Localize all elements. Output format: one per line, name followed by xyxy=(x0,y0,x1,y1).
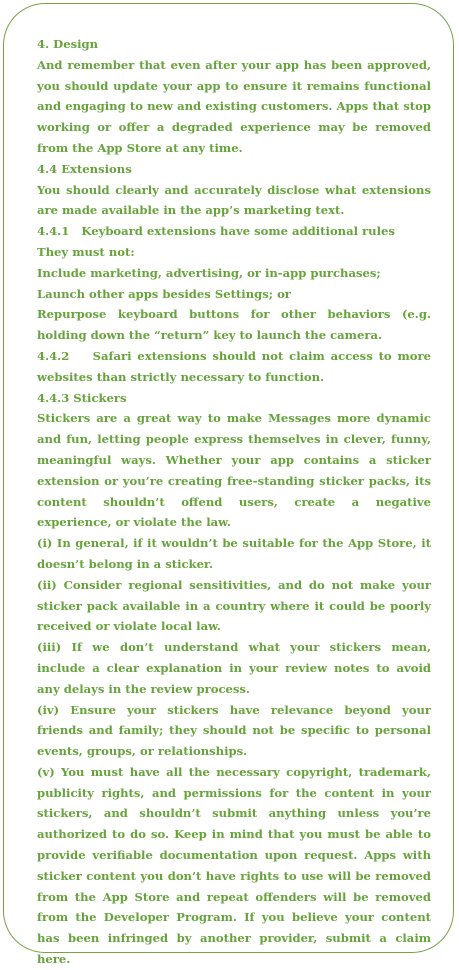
sticker-rule-iv: (iv) Ensure your stickers have relevance beyond your friends and family; they should not be specific to personal events, groups, or relationships. xyxy=(37,702,431,759)
subheading-keyboard-extensions: 4.4.1 Keyboard extensions have some additional rules xyxy=(37,224,395,239)
document-body xyxy=(37,34,436,970)
paragraph-safari-extensions: 4.4.2 Safari extensions should not claim access to more websites than strictly necessary to function. xyxy=(37,348,436,384)
keyboard-rules-intro: They must not: xyxy=(37,244,135,259)
paragraph-design: And remember that even after your app has been approved, you should update your app to ensure it remains functional and engaging to new and existing customers. Apps that stop working or offer a degraded experience may be removed from the App Store at any time. xyxy=(37,57,431,155)
paragraph-stickers: Stickers are a great way to make Messages more dynamic and fun, letting people express themselves in clever, funny, meaningful ways. Whether your app contains a sticker extension or you’re creating free-standing sticker packs, its content shouldn’t offend users, create a negative experience, or violate the law. xyxy=(37,411,431,530)
sticker-rule-ii: (ii) Consider regional sensitivities, and do not make your sticker pack available in a country where it could be poorly received or violate local law. xyxy=(37,577,431,634)
keyboard-rule-marketing: Include marketing, advertising, or in-app purchases; xyxy=(37,265,381,280)
sticker-rule-i: (i) In general, if it wouldn’t be suitable for the App Store, it doesn’t belong in a sticker. xyxy=(37,536,431,571)
keyboard-rule-repurpose: Repurpose keyboard buttons for other behaviors (e.g. holding down the “return” key to launch the camera. xyxy=(37,307,431,343)
section-heading-extensions: 4.4 Extensions xyxy=(37,161,132,176)
paragraph-extensions: You should clearly and accurately disclose what extensions are made available in the app’s marketing text. xyxy=(37,182,431,218)
document-card xyxy=(3,3,454,967)
section-heading-design: 4. Design xyxy=(37,37,99,51)
section-heading-stickers: 4.4.3 Stickers xyxy=(37,390,127,405)
sticker-rule-iii: (iii) If we don’t understand what your stickers mean, include a clear explanation in your review notes to avoid any delays in the review process. xyxy=(37,640,431,696)
keyboard-rule-launch-apps: Launch other apps besides Settings; or xyxy=(37,286,291,301)
sticker-rule-v: (v) You must have all the necessary copyright, trademark, publicity rights, and permissions for the content in your stickers, and shouldn’t submit anything unless you’re authorized to do so. Keep in mind that you must be able to provide verifiable documentation upon request. Apps with sticker content you don’t have rights to use will be removed from the App Store and repeat offenders will be removed from the Developer Program. If you believe your content has been infringed by another provider, submit a claim here. xyxy=(37,764,431,967)
